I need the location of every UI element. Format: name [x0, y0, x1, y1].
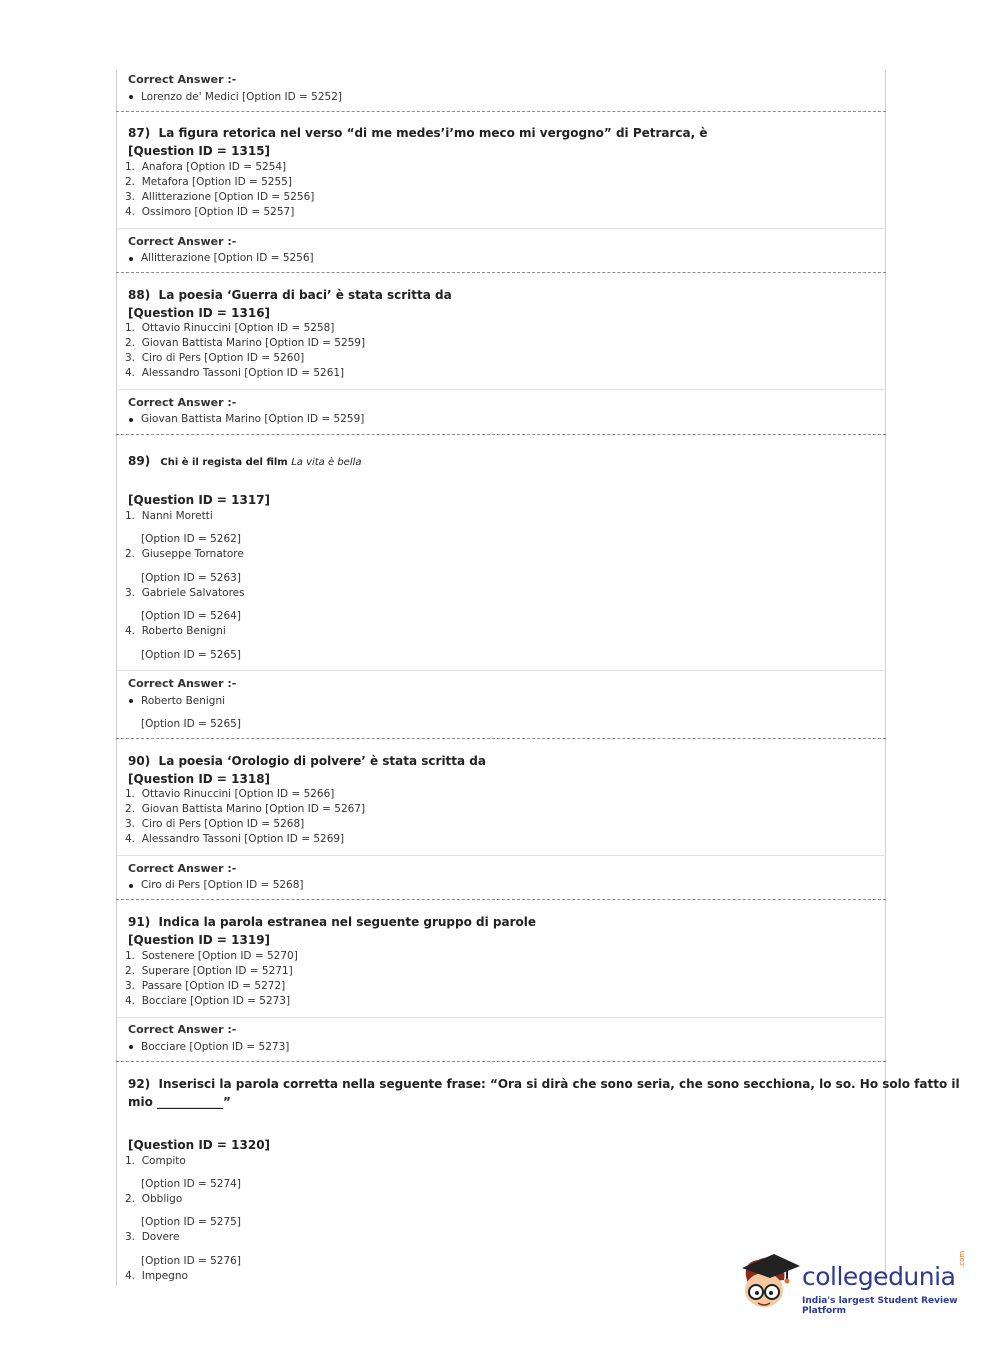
option-item[interactable]: 2. Metafora [Option ID = 5255]: [125, 176, 292, 188]
logo-wordmark: collegedunia: [802, 1262, 956, 1291]
option-item[interactable]: 4. Alessandro Tassoni [Option ID = 5269]: [125, 833, 345, 845]
option-item[interactable]: 1. Compito: [125, 1155, 186, 1167]
correct-answer-label: Correct Answer :-: [128, 235, 237, 248]
option-item[interactable]: 3. Ciro di Pers [Option ID = 5268]: [125, 818, 305, 830]
correct-answer-text: Ciro di Pers [Option ID = 5268]: [141, 879, 304, 891]
question-divider: [116, 1061, 886, 1062]
correct-answer-label: Correct Answer :-: [128, 862, 237, 875]
answer-divider: [116, 228, 886, 229]
collegedunia-logo[interactable]: [740, 1246, 970, 1326]
option-item[interactable]: 1. Nanni Moretti: [125, 510, 213, 522]
question-91-id: [Question ID = 1319]: [128, 933, 271, 947]
question-87-title: 87) La figura retorica nel verso “di me medes’i’mo meco mi vergogno” di Petrarca, è: [128, 126, 708, 140]
option-id: [Option ID = 5262]: [141, 533, 241, 545]
correct-answer-label: Correct Answer :-: [128, 677, 237, 690]
option-item[interactable]: 4. Roberto Benigni: [125, 625, 226, 637]
option-item[interactable]: 2. Giovan Battista Marino [Option ID = 5267]: [125, 803, 366, 815]
question-divider: [116, 111, 886, 112]
graduate-mascot-icon: [740, 1250, 802, 1318]
option-item[interactable]: 2. Giovan Battista Marino [Option ID = 5259]: [125, 337, 366, 349]
option-id: [Option ID = 5275]: [141, 1216, 241, 1228]
question-divider: [116, 272, 886, 273]
correct-answer-text: Bocciare [Option ID = 5273]: [141, 1041, 290, 1053]
question-divider: [116, 899, 886, 900]
answer-bullet-icon: [129, 257, 133, 261]
option-item[interactable]: 4. Ossimoro [Option ID = 5257]: [125, 206, 295, 218]
answer-bullet-icon: [129, 418, 133, 422]
option-item[interactable]: 1. Anafora [Option ID = 5254]: [125, 161, 287, 173]
question-88-title: 88) La poesia ‘Guerra di baci’ è stata scritta da: [128, 288, 452, 302]
correct-answer-label: Correct Answer :-: [128, 73, 237, 86]
question-92-title: 92) Inserisci la parola corretta nella seguente frase: “Ora si dirà che sono seria, che sono secchiona, lo so. Ho solo fatto il: [128, 1077, 960, 1091]
answer-bullet-icon: [129, 884, 133, 888]
logo-tagline: India's largest Student Review Platform: [802, 1296, 958, 1316]
question-91-title: 91) Indica la parola estranea nel seguente gruppo di parole: [128, 915, 537, 929]
option-id: [Option ID = 5264]: [141, 610, 241, 622]
option-item[interactable]: 4. Impegno: [125, 1270, 188, 1282]
question-92-title-line2: mio ___________”: [128, 1095, 231, 1109]
answer-divider: [116, 389, 886, 390]
option-item[interactable]: 4. Alessandro Tassoni [Option ID = 5261]: [125, 367, 345, 379]
question-90-title: 90) La poesia ‘Orologio di polvere’ è stata scritta da: [128, 754, 486, 768]
correct-answer-id: [Option ID = 5265]: [141, 718, 241, 730]
correct-answer-label: Correct Answer :-: [128, 1023, 237, 1036]
option-item[interactable]: 3. Gabriele Salvatores: [125, 587, 245, 599]
answer-divider: [116, 855, 886, 856]
question-89-id: [Question ID = 1317]: [128, 493, 271, 507]
option-item[interactable]: 1. Sostenere [Option ID = 5270]: [125, 950, 298, 962]
question-87-id: [Question ID = 1315]: [128, 144, 271, 158]
option-item[interactable]: 2. Giuseppe Tornatore: [125, 548, 244, 560]
option-id: [Option ID = 5265]: [141, 649, 241, 661]
option-item[interactable]: 3. Dovere: [125, 1231, 180, 1243]
question-90-id: [Question ID = 1318]: [128, 772, 271, 786]
question-89-title: 89) Chi è il regista del film La vita è bella: [128, 454, 362, 468]
option-item[interactable]: 3. Allitterazione [Option ID = 5256]: [125, 191, 315, 203]
question-divider: [116, 434, 886, 435]
option-id: [Option ID = 5274]: [141, 1178, 241, 1190]
option-item[interactable]: 1. Ottavio Rinuccini [Option ID = 5266]: [125, 788, 335, 800]
option-item[interactable]: 4. Bocciare [Option ID = 5273]: [125, 995, 291, 1007]
correct-answer-text: Giovan Battista Marino [Option ID = 5259]: [141, 413, 365, 425]
logo-suffix: .com: [958, 1250, 966, 1268]
option-item[interactable]: 3. Passare [Option ID = 5272]: [125, 980, 286, 992]
answer-divider: [116, 670, 886, 671]
correct-answer-label: Correct Answer :-: [128, 396, 237, 409]
answer-bullet-icon: [129, 1045, 133, 1049]
option-id: [Option ID = 5263]: [141, 572, 241, 584]
correct-answer-text: Lorenzo de' Medici [Option ID = 5252]: [141, 91, 342, 103]
correct-answer-text: Allitterazione [Option ID = 5256]: [141, 252, 314, 264]
answer-divider: [116, 1017, 886, 1018]
option-item[interactable]: 3. Ciro di Pers [Option ID = 5260]: [125, 352, 305, 364]
question-88-id: [Question ID = 1316]: [128, 306, 271, 320]
question-divider: [116, 738, 886, 739]
option-item[interactable]: 2. Obbligo: [125, 1193, 183, 1205]
option-item[interactable]: 2. Superare [Option ID = 5271]: [125, 965, 293, 977]
question-92-id: [Question ID = 1320]: [128, 1138, 271, 1152]
answer-bullet-icon: [129, 699, 133, 703]
option-item[interactable]: 1. Ottavio Rinuccini [Option ID = 5258]: [125, 322, 335, 334]
correct-answer-text: Roberto Benigni: [141, 695, 226, 707]
option-id: [Option ID = 5276]: [141, 1255, 241, 1267]
answer-bullet-icon: [129, 95, 133, 99]
